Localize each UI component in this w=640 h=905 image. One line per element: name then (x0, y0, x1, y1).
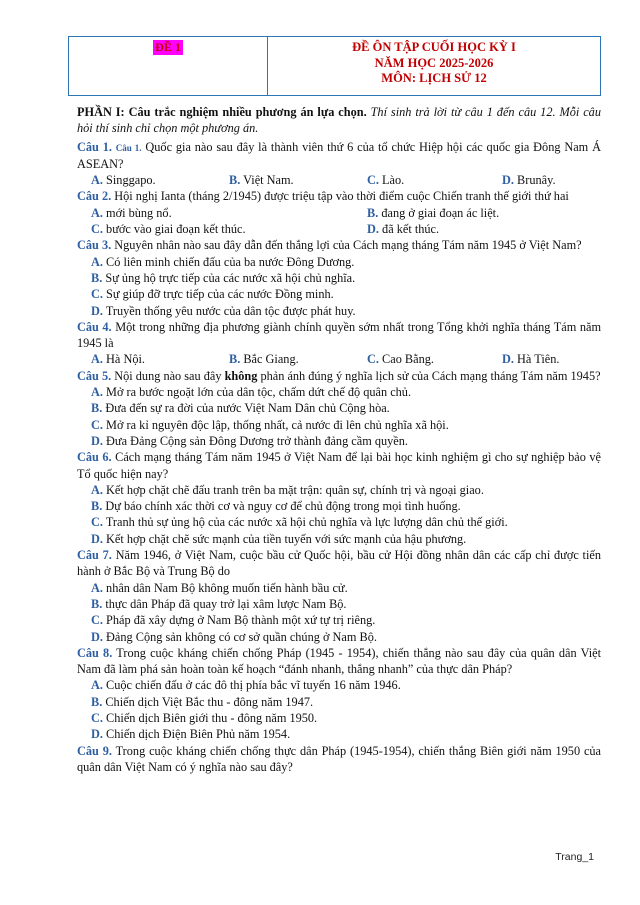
option-text: Kết hợp chặt chẽ đấu tranh trên ba mặt trận: quân sự, chính trị và ngoại giao. (106, 482, 484, 497)
option-b (229, 172, 367, 188)
question-7 (77, 547, 601, 580)
header-left-cell (69, 37, 268, 96)
option-letter: D. (502, 352, 514, 367)
option-line (77, 286, 601, 302)
question-9 (77, 743, 601, 776)
header-right-cell (268, 37, 601, 96)
option-line (77, 417, 601, 433)
option-letter: D. (91, 727, 103, 742)
option-line (77, 270, 601, 286)
option-letter: D. (91, 531, 103, 546)
option-d (502, 351, 559, 367)
option-b (91, 695, 313, 709)
option-line (77, 596, 601, 612)
option-c (91, 711, 317, 725)
option-line (77, 726, 601, 742)
option-letter: B. (229, 173, 241, 188)
option-d (502, 172, 556, 188)
option-line (77, 400, 601, 416)
option-c (367, 172, 502, 188)
option-text: Cuộc chiến đấu ở các đô thị phía bắc vĩ tuyến 16 năm 1946. (106, 678, 401, 693)
option-d (91, 630, 377, 644)
option-d (91, 434, 408, 448)
option-a (91, 581, 348, 595)
option-c (91, 613, 375, 627)
option-letter: A. (91, 385, 103, 400)
option-text: Việt Nam. (243, 173, 294, 188)
option-b (91, 271, 355, 285)
option-a (91, 172, 229, 188)
option-d (367, 221, 439, 237)
option-c (91, 515, 508, 529)
question-text: Nguyên nhân nào sau đây dẫn đến thắng lợi của Cách mạng tháng Tám năm 1945 ở Việt Nam? (114, 238, 582, 253)
option-letter: B. (91, 270, 103, 285)
option-letter: B. (91, 596, 103, 611)
option-text: Kết hợp chặt chẽ sức mạnh của tiền tuyến với sức mạnh của hậu phương. (106, 531, 467, 546)
page-number: Trang_1 (555, 851, 594, 863)
question-number: Câu 1. (77, 139, 112, 154)
option-text: Hà Nội. (106, 352, 145, 367)
question-number: Câu 8. (77, 645, 113, 660)
option-letter: B. (91, 694, 103, 709)
question-6 (77, 449, 601, 482)
option-line (77, 580, 601, 596)
option-a (91, 205, 367, 221)
option-b (229, 351, 367, 367)
option-letter: B. (367, 205, 379, 220)
question-1 (77, 139, 601, 173)
question-5 (77, 368, 601, 384)
option-line (77, 482, 601, 498)
option-line (77, 531, 601, 547)
option-letter: A. (91, 352, 103, 367)
option-b (91, 499, 461, 513)
option-letter: B. (229, 352, 241, 367)
question-text-pre: Nội dung nào sau đây (114, 368, 225, 383)
option-line (77, 677, 601, 693)
options-row (77, 351, 601, 367)
option-letter: D. (91, 433, 103, 448)
option-text: bước vào giai đoạn kết thúc. (106, 222, 246, 237)
option-text: Đảng Cộng sản không có cơ sở quần chúng ở Nam Bộ. (106, 629, 377, 644)
option-line (77, 514, 601, 530)
option-text: Bắc Giang. (243, 352, 299, 367)
question-number: Câu 7. (77, 548, 112, 563)
question-text-post: phản ánh đúng ý nghĩa lịch sử của Cách mạng tháng Tám năm 1945? (257, 368, 601, 383)
option-letter: A. (91, 580, 103, 595)
option-a (91, 678, 401, 692)
part-title: PHẦN I: Câu trắc nghiệm nhiều phương án lựa chọn. (77, 105, 367, 119)
question-text-emphasis: không (224, 368, 258, 383)
option-a (91, 385, 411, 399)
option-text: thực dân Pháp đã quay trở lại xâm lược Nam Bộ. (105, 596, 347, 611)
option-text: Có liên minh chiến đấu của ba nước Đông Dương. (106, 254, 355, 269)
option-letter: B. (91, 401, 103, 416)
option-a (91, 255, 354, 269)
option-b (91, 597, 347, 611)
option-text: đang ở giai đoạn ác liệt. (381, 205, 500, 220)
option-line (77, 254, 601, 270)
part-instruction: Thí sinh trả lời từ câu 1 đến câu 12. Mỗi câu hỏi thí sinh chỉ chọn một phương án. (77, 105, 601, 136)
option-a (91, 351, 229, 367)
option-d (91, 532, 466, 546)
option-text: nhân dân Nam Bộ không muốn tiến hành bầu cử. (106, 580, 348, 595)
option-text: Đưa Đảng Cộng sản Đông Dương trở thành đảng cầm quyền. (106, 433, 408, 448)
option-letter: C. (367, 173, 379, 188)
option-letter: C. (91, 417, 103, 432)
option-letter: D. (502, 173, 514, 188)
question-number: Câu 3. (77, 238, 112, 253)
question-number: Câu 2. (77, 189, 112, 204)
option-letter: C. (91, 515, 103, 530)
option-d (91, 304, 356, 318)
question-number-small: Câu 1. (115, 142, 142, 153)
option-c (91, 287, 334, 301)
question-text: Năm 1946, ở Việt Nam, cuộc bầu cử Quốc hội, bầu cử Hội đồng nhân dân các cấp chỉ được tiến hành ở Bắc Bộ và Trung Bộ do (77, 548, 601, 579)
option-letter: A. (91, 482, 103, 497)
option-c (367, 351, 502, 367)
option-text: Dự báo chính xác thời cơ và nguy cơ để chủ động trong mọi tình huống. (105, 499, 461, 514)
options-row (77, 205, 601, 221)
option-text: Cao Bằng. (382, 352, 434, 367)
option-line (77, 433, 601, 449)
option-text: Chiến dịch Biên giới thu - đông năm 1950. (106, 710, 318, 725)
option-c (91, 418, 449, 432)
option-letter: C. (367, 352, 379, 367)
document-body (77, 104, 601, 775)
option-line (77, 612, 601, 628)
option-d (91, 727, 290, 741)
option-letter: C. (91, 613, 103, 628)
options-row (77, 221, 601, 237)
options-row (77, 172, 601, 188)
question-text: Quốc gia nào sau đây là thành viên thứ 6 của tổ chức Hiệp hội các quốc gia Đông Nam Á ASEAN? (77, 139, 601, 171)
option-line (77, 498, 601, 514)
question-text: Trong cuộc kháng chiến chống Pháp (1945 - 1954), chiến thắng nào sau đây của quân dân Việt Nam đã làm phá sản hoàn toàn kế hoạch “đánh nhanh, thắng nhanh” của thực dân Pháp? (77, 645, 602, 677)
option-line (77, 629, 601, 645)
question-number: Câu 6. (77, 450, 112, 465)
option-text: Singgapo. (106, 173, 156, 188)
option-letter: C. (91, 710, 103, 725)
subject: MÔN: LỊCH SỬ 12 (381, 71, 487, 85)
option-text: Mở ra bước ngoặt lớn của dân tộc, chấm dứt chế độ quân chủ. (106, 385, 412, 400)
option-line (77, 694, 601, 710)
option-letter: D. (91, 303, 103, 318)
option-letter: C. (91, 287, 103, 302)
question-number: Câu 5. (77, 368, 112, 383)
option-letter: A. (91, 254, 103, 269)
option-line (77, 710, 601, 726)
option-text: Sự giúp đỡ trực tiếp của các nước Đồng minh. (106, 287, 334, 302)
question-4 (77, 319, 601, 352)
option-text: Đưa đến sự ra đời của nước Việt Nam Dân chủ Cộng hòa. (105, 401, 390, 416)
option-text: mới bùng nổ. (106, 205, 172, 220)
question-8 (77, 645, 601, 678)
option-letter: D. (91, 629, 103, 644)
question-text: Cách mạng tháng Tám năm 1945 ở Việt Nam để lại bài học kinh nghiệm gì cho sự nghiệp bảo vệ Tổ quốc hiện nay? (77, 450, 601, 481)
option-text: Pháp đã xây dựng ở Nam Bộ thành một xứ tự trị riêng. (106, 613, 376, 628)
question-text: Trong cuộc kháng chiến chống thực dân Pháp (1945-1954), chiến thắng Biên giới năm 1950 của quân dân Việt Nam có ý nghĩa nào sau đây? (77, 743, 602, 774)
option-letter: B. (91, 499, 103, 514)
question-2 (77, 188, 601, 204)
option-line (77, 303, 601, 319)
option-text: Mở ra kỉ nguyên độc lập, thống nhất, cả nước đi lên chủ nghĩa xã hội. (106, 417, 449, 432)
option-text: Brunây. (517, 173, 556, 188)
option-letter: C. (91, 222, 103, 237)
option-text: Sự ủng hộ trực tiếp của các nước xã hội chủ nghĩa. (105, 270, 356, 285)
question-list (77, 139, 601, 776)
question-number: Câu 9. (77, 743, 112, 758)
option-letter: D. (367, 222, 379, 237)
option-text: Chiến dịch Điện Biên Phủ năm 1954. (106, 727, 291, 742)
option-text: Lào. (382, 173, 405, 188)
option-text: đã kết thúc. (382, 222, 440, 237)
option-b (91, 401, 390, 415)
option-text: Truyền thống yêu nước của dân tộc được phát huy. (105, 303, 356, 318)
header-table (68, 36, 601, 96)
option-letter: A. (91, 678, 103, 693)
question-3 (77, 237, 601, 253)
option-b (367, 205, 499, 221)
school-year: NĂM HỌC 2025-2026 (374, 55, 494, 70)
question-text: Một trong những địa phương giành chính quyền sớm nhất trong Tổng khởi nghĩa tháng Tám năm 1945 là (77, 319, 602, 351)
option-c (91, 221, 367, 237)
option-text: Chiến dịch Việt Bắc thu - đông năm 1947. (105, 694, 314, 709)
question-number: Câu 4. (77, 319, 112, 334)
exam-code: ĐỀ 1 (155, 40, 181, 54)
exam-title: ĐỀ ÔN TẬP CUỐI HỌC KỲ I (352, 40, 516, 54)
option-letter: A. (91, 173, 103, 188)
option-text: Tranh thủ sự ủng hộ của các nước xã hội chủ nghĩa và lực lượng dân chủ thế giới. (105, 515, 508, 530)
option-text: Hà Tiên. (517, 352, 560, 367)
option-line (77, 384, 601, 400)
option-a (91, 483, 484, 497)
question-text: Hội nghị Ianta (tháng 2/1945) được triệu tập vào thời điểm cuộc Chiến tranh thế giới thứ hai (114, 189, 569, 204)
option-letter: A. (91, 205, 103, 220)
part-heading (77, 104, 601, 137)
